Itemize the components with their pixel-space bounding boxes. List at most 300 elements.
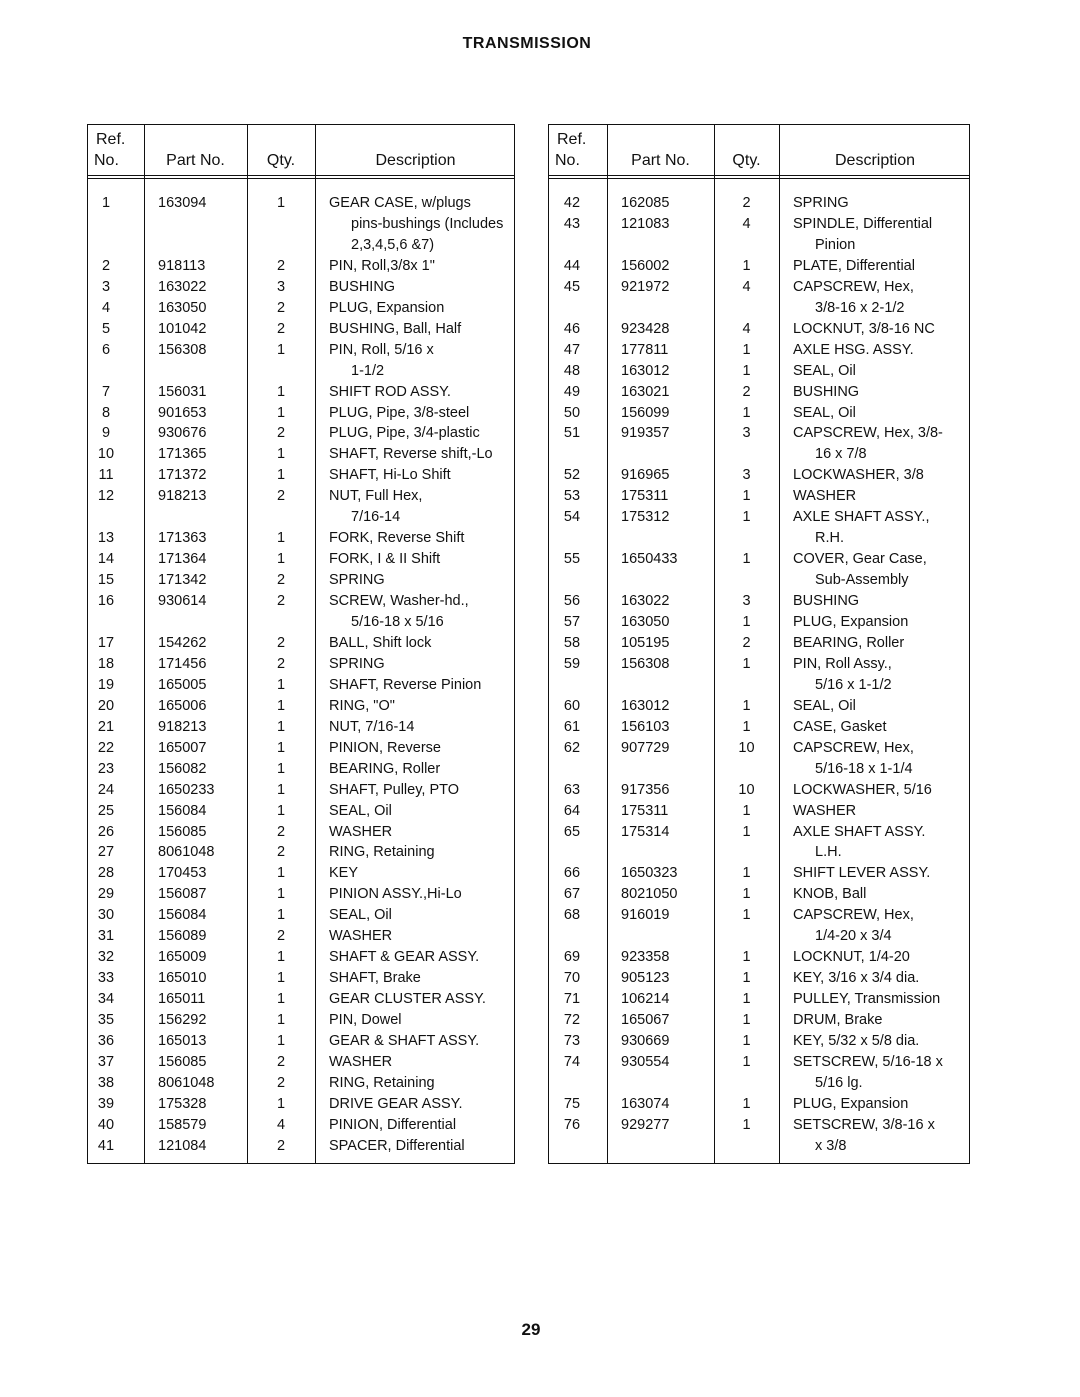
description: CAPSCREW, Hex, 3/8-: [793, 425, 943, 442]
ref-no: 16: [97, 593, 115, 610]
qty: 3: [742, 467, 751, 484]
qty: 1: [742, 257, 751, 274]
qty: 1: [742, 697, 751, 714]
ref-no: 5: [101, 320, 111, 337]
part-no: 156084: [158, 907, 207, 924]
qty: 1: [276, 404, 286, 421]
table-row: [88, 549, 514, 570]
table-row: [549, 822, 969, 843]
qty: 2: [276, 257, 286, 274]
qty: 1: [276, 195, 286, 211]
table-row: [88, 382, 514, 403]
description: DRIVE GEAR ASSY.: [329, 1095, 463, 1112]
table-row: [88, 780, 514, 801]
qty: 1: [742, 1095, 751, 1112]
description: NUT, Full Hex,: [329, 488, 423, 505]
description: Sub-Assembly: [815, 572, 909, 589]
table-row: [88, 947, 514, 968]
table-row: [88, 1010, 514, 1031]
description: SHIFT LEVER ASSY.: [793, 865, 931, 882]
table-row: [549, 361, 969, 382]
description: WASHER: [793, 488, 857, 505]
qty: 1: [742, 949, 751, 966]
part-no: 916965: [621, 467, 670, 484]
header-part-no: Part No.: [631, 152, 690, 169]
qty: 4: [276, 1116, 286, 1133]
part-no: 163022: [158, 278, 207, 295]
qty: 2: [276, 844, 286, 861]
ref-no: 65: [563, 823, 581, 840]
description: LOCKNUT, 1/4-20: [793, 949, 910, 966]
part-no: 165005: [158, 676, 207, 693]
qty: 1: [742, 886, 751, 903]
description: CASE, Gasket: [793, 718, 887, 735]
description: NUT, 7/16-14: [329, 718, 415, 735]
table-row: [88, 759, 514, 780]
table-row: [88, 403, 514, 424]
description: SETSCREW, 5/16-18 x: [793, 1053, 943, 1070]
ref-no: 42: [563, 195, 581, 211]
header-ref-no: No.: [555, 152, 580, 169]
ref-no: 63: [563, 781, 581, 798]
ref-no: 14: [97, 551, 115, 568]
qty: 1: [742, 655, 751, 672]
table-row: [549, 863, 969, 884]
part-no: 177811: [621, 341, 669, 358]
qty: 1: [276, 949, 286, 966]
description: KEY, 3/16 x 3/4 dia.: [793, 970, 920, 987]
description: FORK, I & II Shift: [329, 551, 441, 568]
description: PLUG, Pipe, 3/8-steel: [329, 404, 470, 421]
table-row: [549, 465, 969, 486]
table-row-continuation: [549, 759, 969, 780]
description: LOCKWASHER, 5/16: [793, 781, 932, 798]
qty: 2: [276, 593, 286, 610]
description: WASHER: [329, 823, 393, 840]
description: CAPSCREW, Hex,: [793, 907, 914, 924]
description: CAPSCREW, Hex,: [793, 739, 914, 756]
qty: 1: [276, 446, 286, 463]
table-row-continuation: [549, 235, 969, 256]
table-row: [549, 340, 969, 361]
qty: 1: [742, 1012, 751, 1029]
part-no: 156087: [158, 886, 207, 903]
ref-no: 21: [97, 718, 115, 735]
part-no: 8021050: [621, 886, 678, 903]
part-no: 1650233: [158, 781, 215, 798]
ref-no: 56: [563, 593, 581, 610]
table-row: [549, 507, 969, 528]
ref-no: 46: [563, 320, 581, 337]
qty: 3: [742, 593, 751, 610]
part-no: 156082: [158, 760, 207, 777]
table-row-continuation: [549, 1136, 969, 1157]
table-row-continuation: [88, 507, 514, 528]
qty: 10: [738, 781, 755, 798]
description: PIN, Roll,3/8x 1": [329, 257, 435, 274]
qty: 2: [276, 488, 286, 505]
description: 5/16-18 x 5/16: [351, 614, 444, 630]
description: SHIFT ROD ASSY.: [329, 383, 451, 400]
description: BUSHING: [793, 383, 860, 400]
part-no: 156002: [621, 257, 670, 274]
description: SHAFT, Hi-Lo Shift: [329, 467, 451, 484]
ref-no: 72: [563, 1012, 581, 1029]
qty: 1: [276, 1012, 286, 1029]
parts-table-left: [87, 124, 515, 1164]
table-row: [549, 968, 969, 989]
qty: 2: [276, 320, 286, 337]
part-no: 175311: [621, 802, 669, 819]
ref-no: 38: [97, 1074, 115, 1091]
ref-no: 6: [101, 341, 111, 358]
part-no: 165010: [158, 970, 207, 987]
table-row-continuation: [549, 926, 969, 947]
part-no: 930676: [158, 425, 207, 442]
qty: 1: [276, 865, 286, 882]
part-no: 165006: [158, 697, 207, 714]
table-row: [88, 801, 514, 822]
part-no: 121083: [621, 215, 670, 232]
header-part-no: Part No.: [166, 152, 225, 169]
header-rule: [549, 178, 969, 179]
table-row: [88, 591, 514, 612]
description: RING, Retaining: [329, 1074, 435, 1091]
qty: 1: [276, 718, 286, 735]
part-no: 175312: [621, 509, 670, 526]
header-rule: [88, 175, 514, 176]
qty: 1: [742, 907, 751, 924]
description: AXLE HSG. ASSY.: [793, 341, 914, 358]
part-no: 921972: [621, 278, 670, 295]
part-no: 165009: [158, 949, 207, 966]
qty: 1: [742, 802, 751, 819]
ref-no: 40: [97, 1116, 115, 1133]
qty: 1: [742, 1116, 751, 1133]
part-no: 165013: [158, 1033, 207, 1049]
description: PINION ASSY.,Hi-Lo: [329, 886, 462, 903]
ref-no: 71: [563, 991, 581, 1008]
description: LOCKWASHER, 3/8: [793, 467, 924, 484]
header-qty: Qty.: [266, 152, 296, 169]
table-row: [549, 423, 969, 444]
ref-no: 20: [97, 697, 115, 714]
part-no: 930554: [621, 1053, 670, 1070]
table-row: [88, 528, 514, 549]
qty: 1: [276, 467, 286, 484]
part-no: 156089: [158, 928, 207, 945]
part-no: 163094: [158, 195, 207, 211]
description: PLUG, Pipe, 3/4-plastic: [329, 425, 480, 442]
ref-no: 12: [97, 488, 115, 505]
qty: 3: [742, 425, 751, 442]
ref-no: 36: [97, 1033, 115, 1049]
part-no: 163022: [621, 593, 670, 610]
description: PLUG, Expansion: [329, 299, 445, 316]
description: SEAL, Oil: [329, 802, 392, 819]
table-row: [88, 444, 514, 465]
ref-no: 34: [97, 991, 115, 1008]
qty: 2: [276, 634, 286, 651]
qty: 2: [742, 634, 751, 651]
header-description: Description: [834, 152, 916, 169]
part-no: 156031: [158, 383, 207, 400]
description: SHAFT, Reverse Pinion: [329, 676, 482, 693]
table-row: [549, 738, 969, 759]
table-row: [88, 1073, 514, 1094]
part-no: 156103: [621, 718, 670, 735]
table-row-continuation: [88, 235, 514, 256]
header-qty: Qty.: [732, 152, 761, 169]
parts-table-right: [548, 124, 970, 1164]
qty: 1: [276, 991, 286, 1008]
description: DRUM, Brake: [793, 1012, 883, 1029]
qty: 1: [742, 614, 751, 630]
description: AXLE SHAFT ASSY.: [793, 823, 926, 840]
table-row: [549, 214, 969, 235]
qty: 2: [276, 928, 286, 945]
part-no: 905123: [621, 970, 670, 987]
description: BALL, Shift lock: [329, 634, 432, 651]
table-row-continuation: [88, 214, 514, 235]
qty: 1: [276, 341, 286, 358]
ref-no: 55: [563, 551, 581, 568]
part-no: 923428: [621, 320, 670, 337]
description: SPINDLE, Differential: [793, 215, 933, 232]
ref-no: 32: [97, 949, 115, 966]
part-no: 158579: [158, 1116, 207, 1133]
page-number: 29: [521, 1320, 541, 1339]
table-row-continuation: [549, 444, 969, 465]
qty: 1: [276, 697, 286, 714]
table-row: [88, 319, 514, 340]
ref-no: 30: [97, 907, 115, 924]
ref-no: 73: [563, 1033, 581, 1049]
table-row: [88, 968, 514, 989]
description: 2,3,4,5,6 &7): [351, 236, 435, 253]
ref-no: 35: [97, 1012, 115, 1029]
part-no: 156084: [158, 802, 207, 819]
ref-no: 64: [563, 802, 581, 819]
part-no: 918113: [158, 257, 206, 274]
qty: 1: [742, 551, 751, 568]
table-row-continuation: [549, 675, 969, 696]
ref-no: 23: [97, 760, 115, 777]
part-no: 163021: [621, 383, 670, 400]
description: RING, Retaining: [329, 844, 435, 861]
ref-no: 47: [563, 341, 581, 358]
description: SPRING: [329, 572, 385, 589]
ref-no: 62: [563, 739, 581, 756]
qty: 1: [742, 991, 751, 1008]
table-row: [88, 1136, 514, 1157]
table-row: [88, 822, 514, 843]
ref-no: 15: [97, 572, 115, 589]
description: 7/16-14: [351, 509, 401, 526]
qty: 1: [276, 1095, 286, 1112]
part-no: 121084: [158, 1137, 207, 1154]
description: SCREW, Washer-hd.,: [329, 593, 469, 610]
header-ref: Ref.: [557, 131, 587, 148]
qty: 1: [742, 509, 751, 526]
description: KEY: [329, 865, 359, 882]
ref-no: 39: [97, 1095, 115, 1112]
description: 16 x 7/8: [815, 446, 867, 463]
part-no: 162085: [621, 195, 670, 211]
description: SEAL, Oil: [793, 404, 856, 421]
table-row: [88, 423, 514, 444]
part-no: 171365: [158, 446, 207, 463]
qty: 4: [742, 215, 751, 232]
page-title: TRANSMISSION: [462, 35, 592, 52]
part-no: 930614: [158, 593, 207, 610]
header-rule: [88, 178, 514, 179]
part-no: 929277: [621, 1116, 670, 1133]
table-row: [88, 926, 514, 947]
qty: 1: [276, 551, 286, 568]
description: RING, "O": [329, 697, 395, 714]
part-no: 171342: [158, 572, 207, 589]
part-no: 8061048: [158, 844, 215, 861]
qty: 1: [276, 760, 286, 777]
description: GEAR & SHAFT ASSY.: [329, 1033, 480, 1049]
part-no: 175328: [158, 1095, 207, 1112]
description: SEAL, Oil: [793, 697, 856, 714]
qty: 1: [276, 739, 286, 756]
ref-no: 43: [563, 215, 581, 232]
description: FORK, Reverse Shift: [329, 530, 465, 547]
ref-no: 69: [563, 949, 581, 966]
table-row: [88, 340, 514, 361]
ref-no: 74: [563, 1053, 581, 1070]
qty: 3: [276, 278, 286, 295]
part-no: 1650323: [621, 865, 678, 882]
table-row: [549, 549, 969, 570]
qty: 1: [276, 1033, 286, 1049]
description: KNOB, Ball: [793, 886, 867, 903]
table-row: [549, 989, 969, 1010]
qty: 2: [742, 195, 751, 211]
ref-no: 76: [563, 1116, 581, 1133]
table-row: [549, 947, 969, 968]
part-no: 163050: [158, 299, 207, 316]
description: SEAL, Oil: [793, 362, 856, 379]
table-row: [88, 633, 514, 654]
description: 1/4-20 x 3/4: [815, 928, 892, 945]
qty: 1: [742, 718, 751, 735]
qty: 1: [276, 886, 286, 903]
qty: 2: [276, 1053, 286, 1070]
description: CAPSCREW, Hex,: [793, 278, 914, 295]
table-row: [88, 696, 514, 717]
description: 5/16-18 x 1-1/4: [815, 760, 913, 777]
description: 1-1/2: [351, 362, 385, 379]
part-no: 919357: [621, 425, 670, 442]
description: x 3/8: [815, 1137, 847, 1154]
description: BEARING, Roller: [793, 634, 905, 651]
ref-no: 7: [101, 383, 111, 400]
table-row: [549, 382, 969, 403]
table-row: [88, 256, 514, 277]
ref-no: 70: [563, 970, 581, 987]
table-row-continuation: [549, 1073, 969, 1094]
part-no: 171456: [158, 655, 207, 672]
table-row-continuation: [88, 361, 514, 382]
table-row: [88, 675, 514, 696]
ref-no: 26: [97, 823, 115, 840]
table-row: [88, 1031, 514, 1052]
table-row: [549, 193, 969, 214]
table-row: [88, 1115, 514, 1136]
table-row: [88, 277, 514, 298]
qty: 1: [742, 865, 751, 882]
ref-no: 4: [101, 299, 111, 316]
qty: 2: [276, 425, 286, 442]
description: AXLE SHAFT ASSY.,: [793, 509, 930, 526]
description: L.H.: [815, 844, 842, 861]
table-row: [549, 905, 969, 926]
part-no: 156292: [158, 1012, 207, 1029]
ref-no: 52: [563, 467, 581, 484]
description: 3/8-16 x 2-1/2: [815, 299, 905, 316]
description: BUSHING: [793, 593, 860, 610]
description: PULLEY, Transmission: [793, 991, 941, 1008]
qty: 2: [276, 299, 286, 316]
part-no: 156308: [621, 655, 670, 672]
qty: 1: [742, 823, 751, 840]
table-row: [88, 465, 514, 486]
qty: 2: [276, 655, 286, 672]
description: BUSHING, Ball, Half: [329, 320, 462, 337]
part-no: 916019: [621, 907, 670, 924]
table-row: [88, 884, 514, 905]
table-row: [88, 717, 514, 738]
table-row-continuation: [549, 842, 969, 863]
table-row: [549, 633, 969, 654]
table-row: [549, 1115, 969, 1136]
part-no: 163074: [621, 1095, 670, 1112]
table-row: [549, 256, 969, 277]
part-no: 907729: [621, 739, 670, 756]
table-row: [549, 1010, 969, 1031]
ref-no: 10: [97, 446, 115, 463]
table-row: [88, 1094, 514, 1115]
table-row: [549, 591, 969, 612]
ref-no: 44: [563, 257, 581, 274]
qty: 1: [742, 1053, 751, 1070]
description: GEAR CLUSTER ASSY.: [329, 991, 486, 1008]
part-no: 163012: [621, 697, 670, 714]
ref-no: 31: [97, 928, 115, 945]
part-no: 105195: [621, 634, 670, 651]
table-row: [549, 1031, 969, 1052]
ref-no: 58: [563, 634, 581, 651]
qty: 1: [276, 970, 286, 987]
part-no: 156099: [621, 404, 670, 421]
description: BUSHING: [329, 278, 396, 295]
table-row: [549, 1094, 969, 1115]
ref-no: 61: [563, 718, 581, 735]
part-no: 171363: [158, 530, 207, 547]
description: 5/16 lg.: [815, 1074, 863, 1091]
qty: 1: [276, 676, 286, 693]
qty: 4: [742, 278, 751, 295]
description: LOCKNUT, 3/8-16 NC: [793, 320, 935, 337]
table-row: [88, 905, 514, 926]
ref-no: 67: [563, 886, 581, 903]
description: BEARING, Roller: [329, 760, 441, 777]
table-row: [88, 298, 514, 319]
